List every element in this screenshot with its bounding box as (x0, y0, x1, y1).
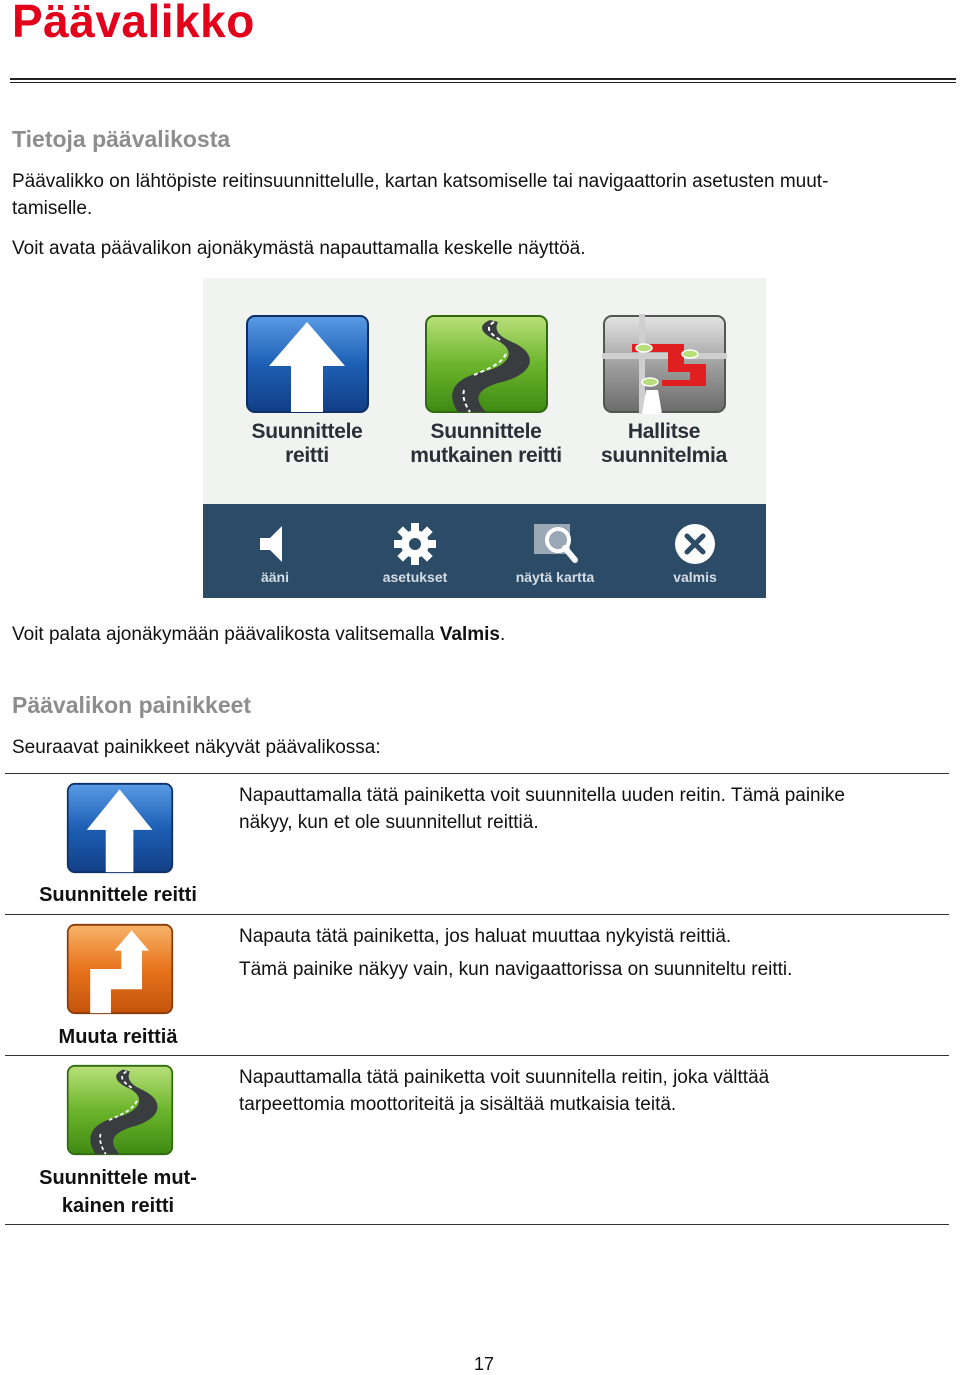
speaker-icon (252, 522, 298, 566)
device-manage-plans-label-line2: suunnitelmia (601, 444, 727, 467)
winding-road-icon (66, 1064, 174, 1156)
winding-road-icon (424, 314, 549, 414)
buttons-intro: Seuraavat painikkeet näkyvät päävalikossa: (12, 737, 381, 758)
device-bottom-bar (203, 504, 766, 598)
winding-route-caption-line1: Suunnittele mut- (39, 1167, 197, 1189)
device-plan-route-label (221, 420, 393, 468)
gear-icon (392, 522, 438, 566)
title-divider (10, 78, 956, 80)
change-route-icon (66, 923, 174, 1015)
device-winding-route-button (400, 314, 572, 468)
about-paragraph-2: Voit avata päävalikon ajonäkymästä napauttamalla keskelle näyttöä. (12, 238, 586, 259)
plan-route-description (239, 782, 939, 836)
device-winding-route-label (400, 420, 572, 468)
close-icon (672, 522, 718, 566)
device-main-menu-screenshot (203, 278, 766, 598)
route-plans-icon (602, 314, 727, 414)
device-plan-route-label-line2: reitti (285, 444, 329, 467)
winding-route-description (239, 1064, 939, 1118)
plan-route-caption-line1: Suunnittele reitti (39, 884, 197, 906)
winding-route-description-line2: tarpeettomia moottoriteitä ja sisältää mutkaisia teitä. (239, 1094, 677, 1115)
about-paragraph-1-line2: tamiselle. (12, 198, 93, 219)
winding-route-caption (18, 1164, 218, 1220)
table-divider (5, 1224, 949, 1225)
device-show-map-button (495, 522, 615, 585)
valmis-bold: Valmis (439, 624, 500, 645)
arrow-up-icon (245, 314, 370, 414)
page-number: 17 (474, 1354, 495, 1374)
about-paragraph-1-line1: Päävalikko on lähtöpiste reitinsuunnittelulle, kartan katsomiselle tai navigaattorin asetusten muut- (12, 171, 829, 192)
plan-route-caption (18, 881, 218, 909)
plan-route-description-line2: näkyy, kun et ole suunnitellut reittiä. (239, 812, 539, 833)
device-manage-plans-button (578, 314, 750, 468)
device-winding-route-label-line1: Suunnittele (430, 420, 542, 443)
device-sound-label: ääni (260, 569, 289, 585)
about-paragraph-1 (12, 168, 952, 222)
device-manage-plans-label (578, 420, 750, 468)
section-heading-buttons: Päävalikon painikkeet (12, 692, 252, 718)
device-sound-button (215, 522, 335, 585)
device-menu-area (203, 278, 766, 504)
page-title: Päävalikko (12, 0, 255, 47)
winding-route-caption-line2: kainen reitti (61, 1195, 175, 1217)
device-winding-route-label-line2: mutkainen reitti (410, 444, 562, 467)
winding-route-description-line1: Napauttamalla tätä painiketta voit suunnitella reitin, joka välttää (239, 1067, 770, 1088)
device-settings-label: asetukset (382, 569, 448, 585)
device-manage-plans-label-line1: Hallitse (627, 420, 701, 443)
return-paragraph (12, 621, 505, 648)
map-search-icon (532, 522, 578, 566)
change-route-caption-line1: Muuta reittiä (58, 1026, 178, 1048)
return-paragraph-end: . (499, 624, 506, 645)
table-divider (5, 1055, 949, 1056)
title-divider-thin (10, 82, 956, 83)
device-plan-route-label-line1: Suunnittele (251, 420, 363, 443)
device-done-label: valmis (673, 569, 717, 585)
table-divider (5, 914, 949, 915)
device-plan-route-button (221, 314, 393, 468)
device-settings-button (355, 522, 475, 585)
return-paragraph-text: Voit palata ajonäkymään päävalikosta valitsemalla (12, 624, 440, 645)
table-divider (5, 773, 949, 774)
device-show-map-label: näytä kartta (515, 569, 595, 585)
change-route-description-2: Tämä painike näkyy vain, kun navigaattorissa on suunniteltu reitti. (239, 959, 793, 980)
change-route-description-1: Napauta tätä painiketta, jos haluat muuttaa nykyistä reittiä. (239, 926, 732, 947)
device-done-button (635, 522, 755, 585)
plan-route-description-line1: Napauttamalla tätä painiketta voit suunnitella uuden reitin. Tämä painike (239, 785, 845, 806)
change-route-caption (18, 1023, 218, 1051)
arrow-up-icon (66, 782, 174, 874)
section-heading-about: Tietoja päävalikosta (12, 126, 231, 152)
